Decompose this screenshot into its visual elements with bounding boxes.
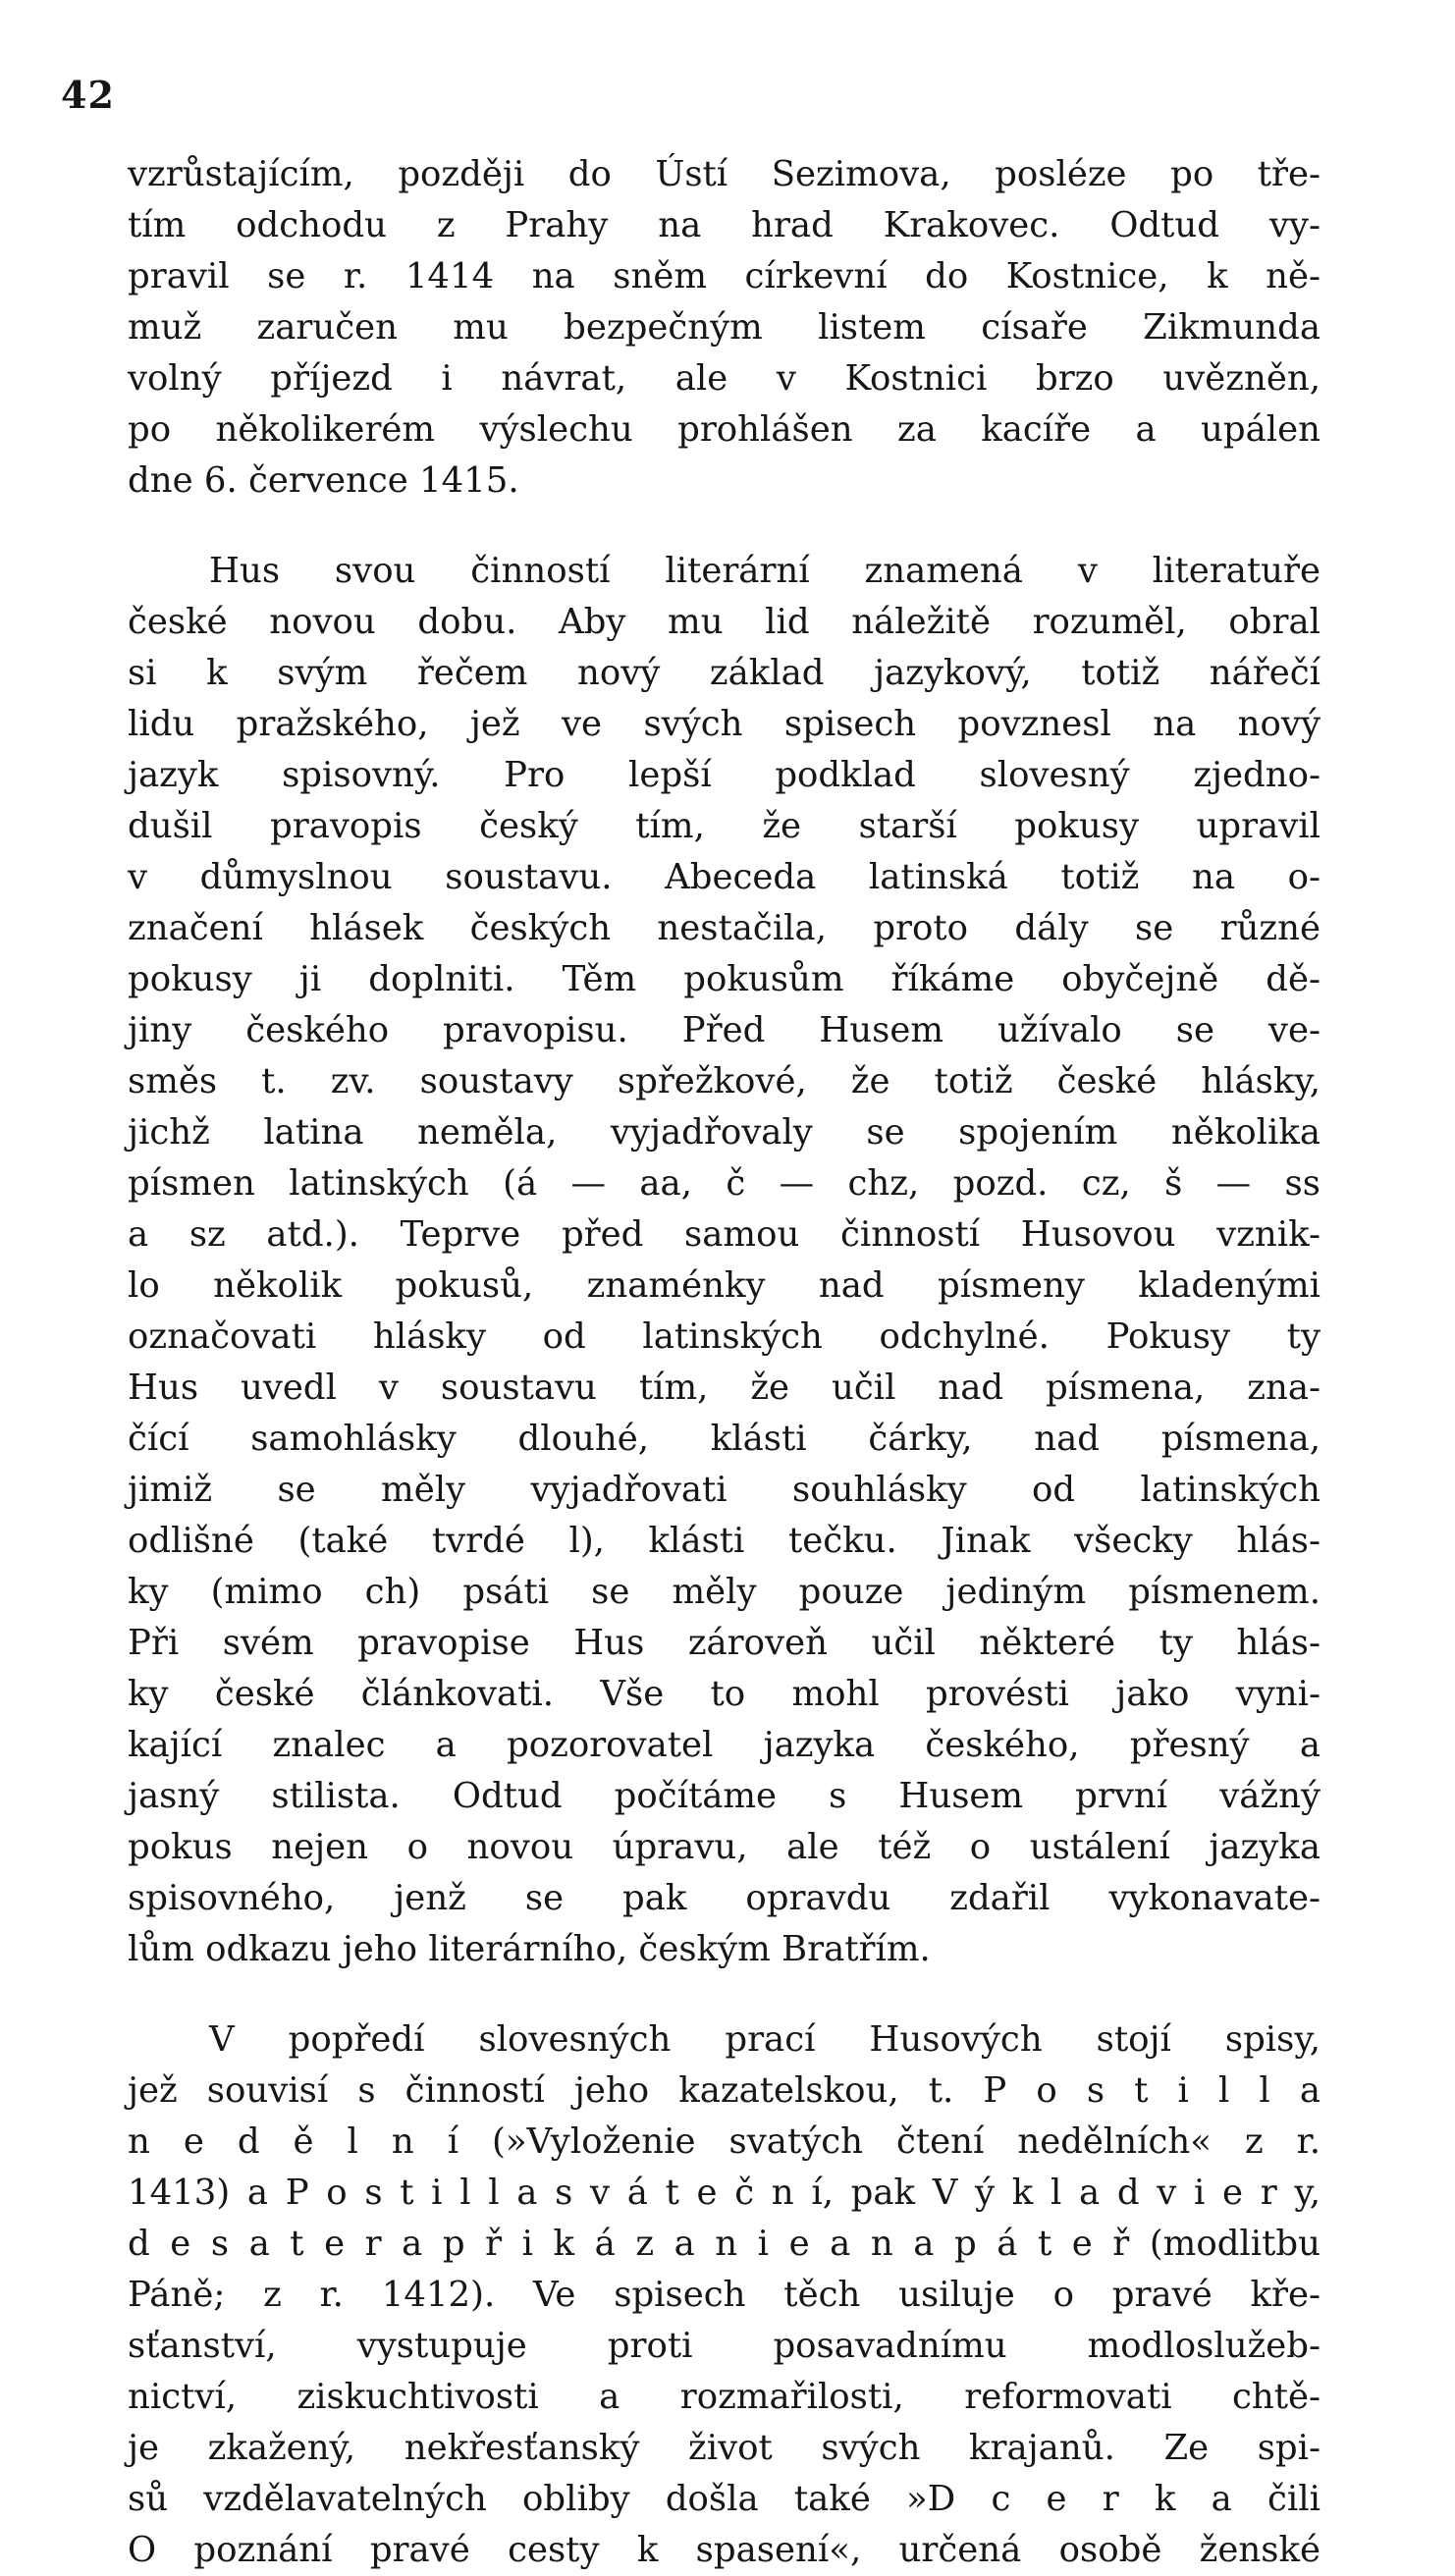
text-line: jazyk spisovný. Pro lepší podklad slovesný zjedno- [128, 755, 1320, 795]
text-line: ky české článkovati. Vše to mohl provésti jako vyni- [128, 1674, 1320, 1714]
text-line: V popředí slovesných prací Husových stojí spisy, [209, 2019, 1320, 2060]
text-line: nictví, ziskuchtivosti a rozmařilosti, reformovati chtě- [128, 2377, 1320, 2417]
text-line: jichž latina neměla, vyjadřovaly se spojením několika [128, 1112, 1320, 1153]
text-line: pravil se r. 1414 na sněm církevní do Kostnice, k ně- [128, 256, 1320, 296]
text-line: jiny českého pravopisu. Před Husem užívalo se ve- [128, 1010, 1320, 1050]
text-line: dne 6. července 1415. [128, 460, 519, 501]
paragraph-continued [128, 597, 1320, 1975]
text-line: směs t. zv. soustavy spřežkové, že totiž české hlásky, [128, 1061, 1320, 1101]
text-line: jasný stilista. Odtud počítáme s Husem první vážný [128, 1776, 1320, 1816]
paragraph [128, 149, 1320, 507]
text-line: je zkažený, nekřesťanský život svých krajanů. Ze spi- [128, 2428, 1320, 2468]
text-line: v důmyslnou soustavu. Abeceda latinská totiž na o- [128, 857, 1320, 897]
text-line: vzrůstajícím, později do Ústí Sezimova, posléze po tře- [128, 154, 1320, 194]
text-line: Hus uvedl v soustavu tím, že učil nad písmena, zna- [128, 1368, 1320, 1408]
text-line: jež souvisí s činností jeho kazatelskou, t. P o s t i l l a [128, 2070, 1320, 2111]
text-line: Páně; z r. 1412). Ve spisech těch usiluje o pravé kře- [128, 2275, 1320, 2315]
text-line: Hus svou činností literární znamená v literatuře [209, 551, 1320, 591]
text-line: označovati hlásky od latinských odchylné. Pokusy ty [128, 1316, 1320, 1357]
text-line: ky (mimo ch) psáti se měly pouze jediným písmenem. [128, 1572, 1320, 1612]
text-line: pokus nejen o novou úpravu, ale též o ustálení jazyka [128, 1827, 1320, 1867]
text-line: volný příjezd i návrat, ale v Kostnici brzo uvězněn, [128, 358, 1320, 399]
text-line: lům odkazu jeho literárního, českým Bratřím. [128, 1929, 931, 1969]
text-line: si k svým řečem nový základ jazykový, totiž nářečí [128, 653, 1320, 693]
text-line: O poznání pravé cesty k spasení«, určená osobě ženské [128, 2530, 1320, 2570]
text-line: lo několik pokusů, znaménky nad písmeny kladenými [128, 1265, 1320, 1306]
text-line: jimiž se měly vyjadřovati souhlásky od latinských [128, 1470, 1320, 1510]
paragraph [128, 546, 1320, 597]
text-line: 1413) a P o s t i l l a s v á t e č n í, pak V ý k l a d v i e r y, [128, 2173, 1320, 2213]
text-line: písmen latinských (á — aa, č — chz, pozd. cz, š — ss [128, 1163, 1320, 1204]
text-line: Při svém pravopise Hus zároveň učil některé ty hlás- [128, 1623, 1320, 1663]
text-line: po několikerém výslechu prohlášen za kacíře a upálen [128, 409, 1320, 450]
paragraph [128, 2014, 1320, 2066]
text-line: pokusy ji doplniti. Těm pokusům říkáme obyčejně dě- [128, 959, 1320, 999]
text-line: n e d ě l n í (»Vyloženie svatých čtení nedělních« z r. [128, 2121, 1320, 2162]
text-line: tím odchodu z Prahy na hrad Krakovec. Odtud vy- [128, 205, 1320, 245]
paragraph-continued [128, 2066, 1320, 2576]
text-line: lidu pražského, jež ve svých spisech povznesl na nový [128, 704, 1320, 744]
text-line: a sz atd.). Teprve před samou činností Husovou vznik- [128, 1214, 1320, 1255]
text-line: sů vzdělavatelných obliby došla také »D c e r k a čili [128, 2479, 1320, 2519]
text-line: kající znalec a pozorovatel jazyka českého, přesný a [128, 1725, 1320, 1765]
text-line: spisovného, jenž se pak opravdu zdařil vykonavate- [128, 1878, 1320, 1918]
text-line: muž zaručen mu bezpečným listem císaře Zikmunda [128, 307, 1320, 348]
text-line: čící samohlásky dlouhé, klásti čárky, nad písmena, [128, 1419, 1320, 1459]
text-line: d e s a t e r a p ř i k á z a n i e a n a p á t e ř (modlitbu [128, 2224, 1320, 2264]
page-number: 42 [61, 73, 115, 117]
text-line: značení hlásek českých nestačila, proto dály se různé [128, 908, 1320, 948]
text-line: české novou dobu. Aby mu lid náležitě rozuměl, obral [128, 602, 1320, 642]
text-line: sťanství, vystupuje proti posavadnímu modloslužeb- [128, 2326, 1320, 2366]
text-line: odlišné (také tvrdé l), klásti tečku. Jinak všecky hlás- [128, 1521, 1320, 1561]
body-text [128, 149, 1320, 2576]
text-line: dušil pravopis český tím, že starší pokusy upravil [128, 806, 1320, 846]
